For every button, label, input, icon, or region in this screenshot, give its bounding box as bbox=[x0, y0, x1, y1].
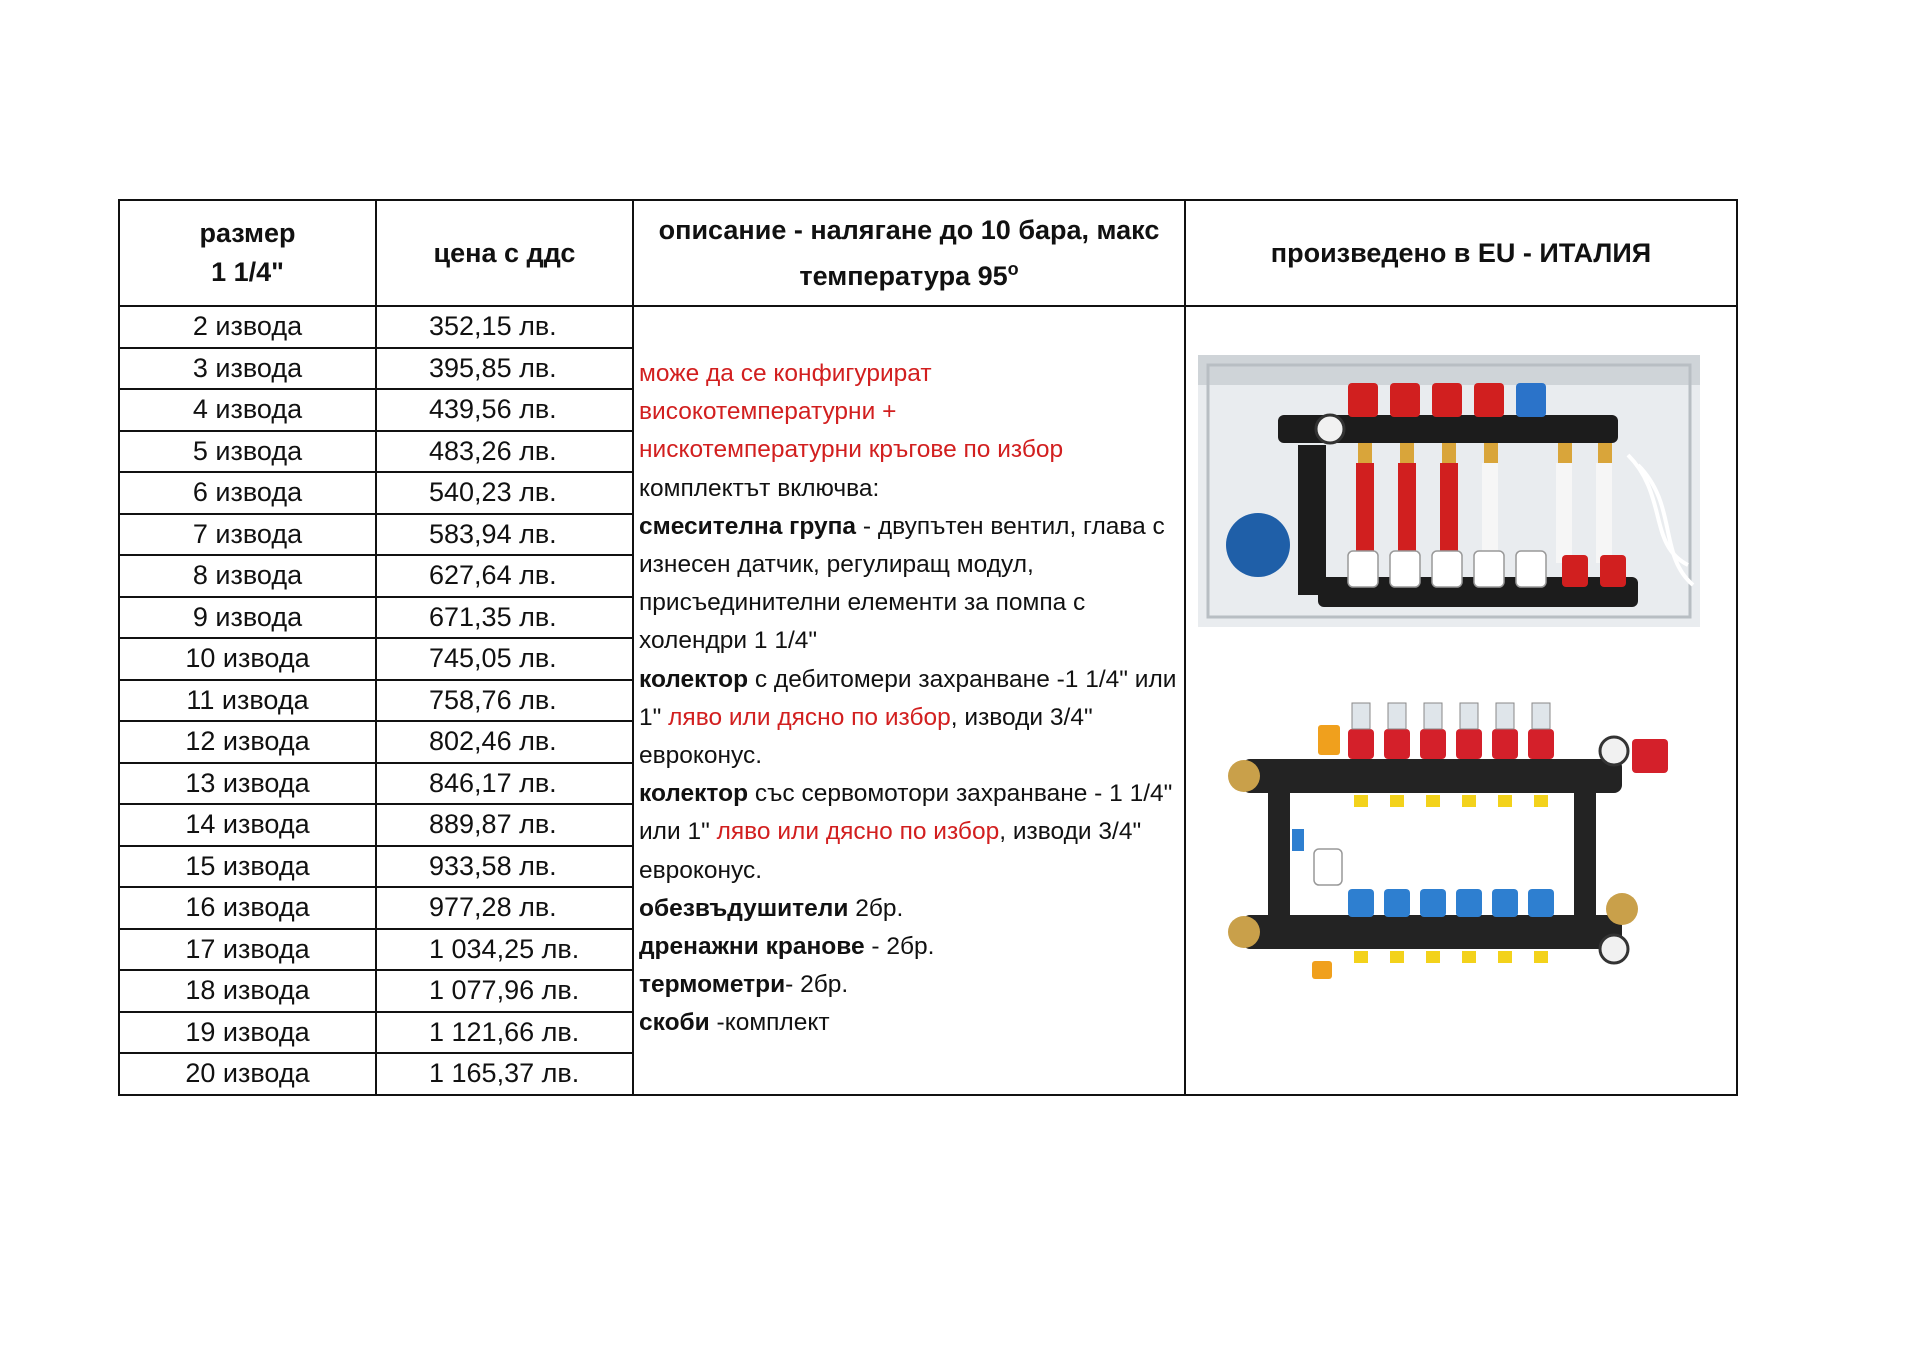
item-text: , изводи 3/4" евроконус. bbox=[639, 818, 1142, 884]
size-cell: 19 извода bbox=[119, 1012, 376, 1054]
size-cell: 7 извода bbox=[119, 514, 376, 556]
item-label: колектор bbox=[639, 665, 749, 693]
config-note: може да се конфигурират bbox=[639, 360, 932, 387]
size-cell: 10 извода bbox=[119, 638, 376, 680]
manifold-product-photo bbox=[1222, 699, 1692, 991]
price-cell: 802,46 лв. bbox=[376, 721, 633, 763]
price-cell: 933,58 лв. bbox=[376, 846, 633, 888]
price-cell: 977,28 лв. bbox=[376, 887, 633, 929]
header-size: размер 1 1/4" bbox=[119, 200, 376, 306]
degree-mark: o bbox=[1007, 258, 1019, 279]
item-label: скоби bbox=[639, 1009, 710, 1037]
item-text: - 2бр. bbox=[785, 971, 849, 999]
item-label: термометри bbox=[639, 971, 786, 999]
size-cell: 15 извода bbox=[119, 846, 376, 888]
item-text: с дебитомери захранване -1 1/4" или 1" bbox=[639, 665, 1177, 731]
size-cell: 2 извода bbox=[119, 306, 376, 348]
size-cell: 18 извода bbox=[119, 970, 376, 1012]
item-red-text: ляво или дясно по избор bbox=[716, 818, 1000, 846]
table-row bbox=[119, 306, 1737, 348]
price-cell: 439,56 лв. bbox=[376, 389, 633, 431]
price-cell: 540,23 лв. bbox=[376, 472, 633, 514]
photos-cell bbox=[1185, 306, 1737, 1095]
item-text: - двупътен вентил, глава с изнесен датчик, регулиращ модул, присъединителни елементи за помпа с холендри 1 1/4" bbox=[639, 512, 1165, 655]
item-red-text: ляво или дясно по избор bbox=[668, 703, 951, 731]
item-text: -комплект bbox=[709, 1009, 830, 1037]
size-cell: 14 извода bbox=[119, 804, 376, 846]
header-price: цена с ддс bbox=[376, 200, 633, 306]
size-cell: 16 извода bbox=[119, 887, 376, 929]
price-cell: 1 077,96 лв. bbox=[376, 970, 633, 1012]
item-text: 2бр. bbox=[848, 894, 904, 922]
price-cell: 889,87 лв. bbox=[376, 804, 633, 846]
price-cell: 352,15 лв. bbox=[376, 306, 633, 348]
price-cell: 583,94 лв. bbox=[376, 514, 633, 556]
size-cell: 8 извода bbox=[119, 555, 376, 597]
price-cell: 846,17 лв. bbox=[376, 763, 633, 805]
price-table bbox=[118, 199, 1738, 1096]
price-cell: 1 121,66 лв. bbox=[376, 1012, 633, 1054]
size-cell: 13 извода bbox=[119, 763, 376, 805]
item-text: - 2бр. bbox=[864, 933, 935, 961]
description-cell bbox=[633, 306, 1185, 1095]
item-text: , изводи 3/4" евроконус. bbox=[639, 703, 1093, 770]
price-cell: 1 165,37 лв. bbox=[376, 1053, 633, 1095]
item-label: обезвъдушители bbox=[639, 894, 849, 922]
size-cell: 17 извода bbox=[119, 929, 376, 971]
size-cell: 11 извода bbox=[119, 680, 376, 722]
price-cell: 758,76 лв. bbox=[376, 680, 633, 722]
price-cell: 395,85 лв. bbox=[376, 348, 633, 390]
size-cell: 9 извода bbox=[119, 597, 376, 639]
size-cell: 3 извода bbox=[119, 348, 376, 390]
config-note: нискотемпературни кръгове по избор bbox=[639, 436, 1064, 464]
kit-includes: комплектът включва: bbox=[639, 474, 880, 502]
header-description: описание - налягане до 10 бара, макс температура 95$^o$ bbox=[633, 200, 1185, 306]
price-cell: 1 034,25 лв. bbox=[376, 929, 633, 971]
table-body bbox=[119, 306, 1737, 1095]
size-cell: 12 извода bbox=[119, 721, 376, 763]
price-cell: 483,26 лв. bbox=[376, 431, 633, 473]
size-cell: 6 извода bbox=[119, 472, 376, 514]
item-label: дренажни кранове bbox=[639, 933, 865, 961]
price-cell: 745,05 лв. bbox=[376, 638, 633, 680]
item-label: колектор bbox=[639, 780, 749, 808]
size-cell: 20 извода bbox=[119, 1053, 376, 1095]
header-origin: произведено в EU - ИТАЛИЯ bbox=[1185, 200, 1737, 306]
item-text: със сервомотори захранване - 1 1/4" или 1" bbox=[639, 780, 1173, 846]
size-cell: 5 извода bbox=[119, 431, 376, 473]
header-row bbox=[119, 200, 1737, 306]
price-cell: 627,64 лв. bbox=[376, 555, 633, 597]
installed-manifold-photo bbox=[1198, 355, 1700, 627]
price-cell: 671,35 лв. bbox=[376, 597, 633, 639]
config-note: високотемпературни + bbox=[639, 398, 897, 426]
size-cell: 4 извода bbox=[119, 389, 376, 431]
item-label: смесителна група bbox=[639, 512, 857, 540]
